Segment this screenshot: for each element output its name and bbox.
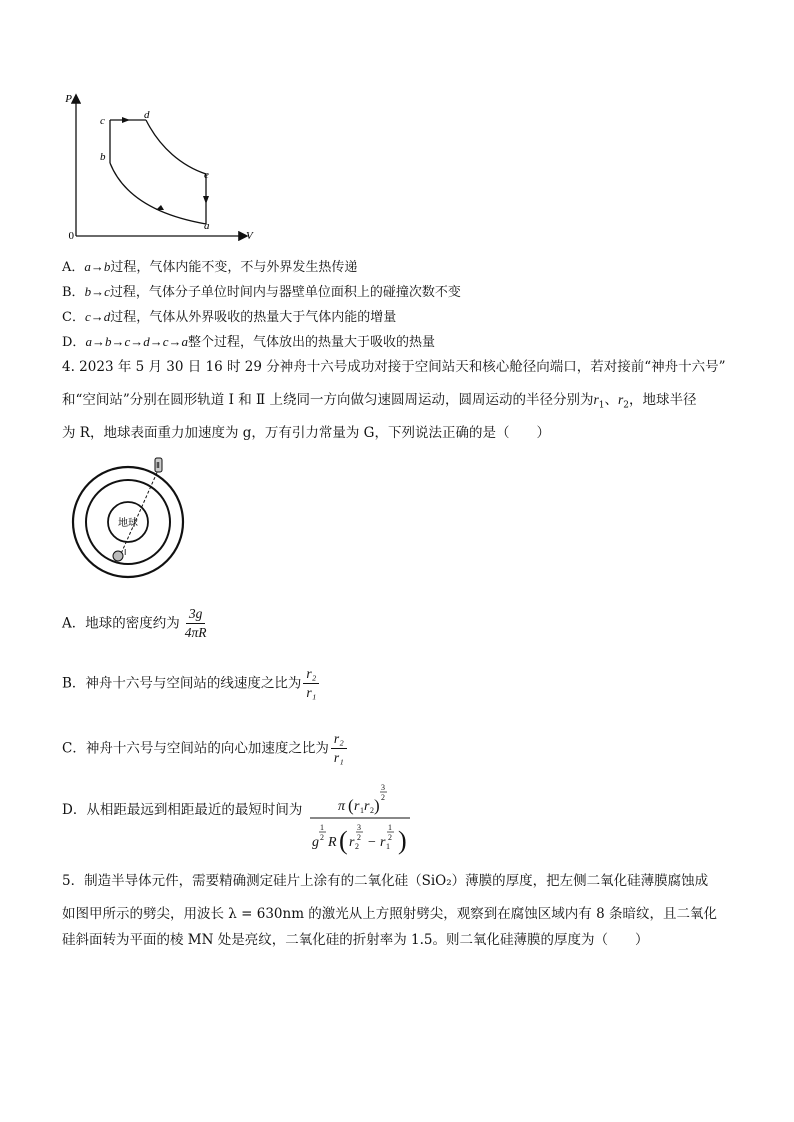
- point-label-a: a: [204, 220, 210, 232]
- svg-text:−: −: [368, 835, 376, 850]
- svg-text:(: (: [348, 796, 354, 815]
- q3-option-a: A．a→b过程，气体内能不变，不与外界发生热传递: [62, 259, 358, 275]
- pv-diagram: [60, 88, 260, 248]
- svg-text:2: 2: [357, 833, 361, 842]
- svg-text:1: 1: [388, 823, 392, 832]
- point-label-d: d: [144, 109, 150, 121]
- q3-option-c: C．c→d过程，气体从外界吸收的热量大于气体内能的增量: [62, 309, 397, 325]
- point-label-c: c: [100, 115, 105, 127]
- p-axis-label: P: [65, 93, 72, 105]
- svg-text:r: r: [354, 799, 360, 814]
- svg-text:3: 3: [381, 783, 385, 792]
- q5-stem-line3: 硅斜面转为平面的棱 MN 处是亮纹，二氧化硅的折射率为 1.5。则二氧化硅薄膜的厚度为（ ）: [62, 932, 649, 948]
- svg-text:1: 1: [360, 806, 364, 815]
- q4-option-a: A．地球的密度约为 $\frac{3g}{4\pi R}$: [62, 606, 207, 640]
- orbit-label-1: Ⅰ: [124, 548, 127, 557]
- svg-text:2: 2: [320, 833, 324, 842]
- svg-text:1: 1: [320, 823, 324, 832]
- q4-stem-line2: 和“空间站”分别在圆形轨道 Ⅰ 和 Ⅱ 上绕同一方向做匀速圆周运动，圆周运动的半径分别为$r_1$、$r_2$，地球半径: [62, 392, 697, 411]
- v-axis-label: V: [246, 230, 253, 242]
- svg-text:r: r: [364, 799, 370, 814]
- q4-option-d-formula: [306, 778, 416, 862]
- q4-option-d-label: D．从相距最远到相距最近的最短时间为: [62, 802, 303, 818]
- svg-text:1: 1: [386, 842, 390, 851]
- q4-stem-line1: 4. 2023 年 5 月 30 日 16 时 29 分神舟十六号成功对接于空间站天和核心舱径向端口，若对接前“神舟十六号”: [62, 359, 726, 375]
- point-label-b: b: [100, 151, 106, 163]
- svg-text:π: π: [338, 799, 346, 814]
- svg-text:2: 2: [388, 833, 392, 842]
- svg-text:3: 3: [357, 823, 361, 832]
- shenzhou-craft: [113, 551, 123, 561]
- svg-text:): ): [398, 826, 407, 855]
- svg-text:R: R: [328, 835, 337, 850]
- svg-text:2: 2: [355, 842, 359, 851]
- svg-text:): ): [374, 796, 380, 815]
- q3-option-d: D．a→b→c→d→c→a整个过程，气体放出的热量大于吸收的热量: [62, 334, 435, 350]
- q5-stem-line1: 5．制造半导体元件，需要精确测定硅片上涂有的二氧化硅（SiO₂）薄膜的厚度，把左侧二氧化硅薄膜腐蚀成: [62, 873, 709, 889]
- svg-text:2: 2: [381, 793, 385, 802]
- orbit-diagram: [62, 448, 192, 583]
- orbit-label-2: Ⅱ: [156, 461, 160, 470]
- q3-option-b: B．b→c过程，气体分子单位时间内与器壁单位面积上的碰撞次数不变: [62, 284, 461, 300]
- q5-stem-line2: 如图甲所示的劈尖，用波长 λ = 630nm 的激光从上方照射劈尖，观察到在腐蚀区域内有 8 条暗纹，且二氧化: [62, 906, 717, 922]
- segment-de: [146, 120, 206, 174]
- q4-option-b: B．神舟十六号与空间站的线速度之比为 $\frac{\text{r₂}}{\text{r₁}}$: [62, 665, 319, 702]
- svg-text:(: (: [339, 826, 348, 855]
- earth-label: 地球: [118, 518, 138, 529]
- svg-text:g: g: [312, 835, 319, 850]
- q4-option-c: C．神舟十六号与空间站的向心加速度之比为 $\frac{\text{r₂}}{\text{r₁}}$: [62, 730, 347, 767]
- svg-text:r: r: [380, 835, 386, 850]
- point-label-e: e: [204, 169, 209, 181]
- q4-stem-line3: 为 R，地球表面重力加速度为 g，万有引力常量为 G，下列说法正确的是（ ）: [62, 425, 550, 441]
- origin-label: 0: [68, 230, 74, 242]
- svg-text:r: r: [349, 835, 355, 850]
- svg-text:2: 2: [370, 806, 374, 815]
- segment-ab: [110, 163, 206, 224]
